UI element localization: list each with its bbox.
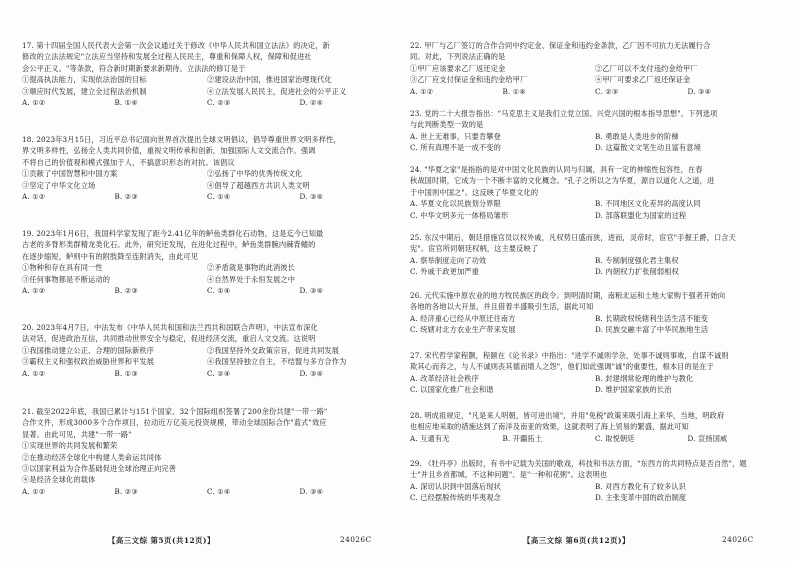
option: A. 察举制度走向了功效 [410, 255, 487, 265]
option: C. 以国家化推广社会和谐 [410, 385, 494, 395]
answer-choice: C. ①④ [207, 486, 231, 496]
answer-choice: D. ②④ [299, 98, 324, 108]
question-23-line: 23. 党的二十大报告指出："马克思主义是我们立党立国、兴党兴国的根本指导思想"。下列选项 [410, 109, 718, 118]
question-22 [410, 40, 780, 97]
answer-choice: A. ①② [22, 98, 46, 108]
question-18 [22, 134, 392, 202]
question-27-line: 欺其心而弃之，与人不诚则丧其德而增人之怨"，他们如此强调"诚"的重要性，根本目的是在于 [410, 362, 714, 372]
option: ②乙厂可以不支付违约金给甲厂 [595, 63, 698, 73]
question-21-line: 合作文件，形成3000多个合作项目，拉动近万亿美元投资规模，带动全球国际合作"蓝式"效应 [22, 418, 327, 428]
question-18-line: 18. 2023年3月15日，习近平总书记面向世界首次提出全球文明倡议，倡导尊重世界文明多样性， [22, 135, 341, 144]
option: A. 深切认识到中国落后现状 [410, 481, 501, 491]
answer-choice: C. ②③ [207, 98, 231, 108]
option: ③以国家利益为合作基础促进全球治理正向完善 [22, 464, 177, 474]
question-20-line: 法对话，促进政治互信，共同推动世界安全与稳定，促进经济交流，重启人文交流。这说明 [22, 334, 316, 344]
answer-choice: A. ①② [22, 486, 46, 496]
question-26-line: 26. 元代实施中原农业的地方牧民族区的政令。到明清时期，南粮北运和土地大家购于强者开始向 [410, 291, 726, 300]
paper-code-left: 24026C [340, 535, 372, 544]
question-28 [410, 410, 780, 444]
option: ②弘扬了中华的优秀传统文化 [207, 169, 303, 179]
question-29-line: 士"并且乡首都城，不这种问题"、是"一种和花粥"。这表明也 [410, 470, 608, 480]
answer-choice: C. ①④ [207, 192, 231, 202]
option: A. 改革经济社会秩序 [410, 373, 479, 383]
question-17-line: 17. 第十四届全国人民代表大会第一次会议通过关于修改《中华人民共和国立法法》的决定，新 [22, 41, 330, 50]
question-25-line: 25. 东汉中期后，朝廷措施官员以权外戚，凡权势日盛而狭，进而，灵帝时，宦官"手握王爵，口含天 [410, 233, 736, 242]
option: ③乙厂应支付保证金和违约金给甲厂 [410, 75, 528, 85]
option: ①实现世界的共同发展和繁荣 [22, 441, 118, 451]
answer-choice: A. ①② [410, 86, 434, 96]
question-17-line: 会公平正义。"等条款，符合新时期新要求新期待。立法法的修订是于 [22, 63, 246, 73]
question-19 [22, 228, 392, 296]
question-25 [410, 232, 780, 278]
question-24 [410, 164, 780, 221]
question-26 [410, 290, 780, 336]
option: C. 所有真理不是一成不变的 [410, 143, 501, 153]
question-29 [410, 458, 780, 504]
option: A. 互通有无 [410, 433, 450, 443]
question-20 [22, 322, 392, 379]
option: C. 外戚干政更加严重 [410, 267, 479, 277]
answer-choice: C. ②④ [207, 368, 231, 378]
option: B. 开疆拓土 [502, 433, 543, 443]
option: ③霸权主义和强权政治威胁世界和平发展 [22, 357, 155, 367]
option: ④甲厂可要求乙厂返还保证金 [595, 75, 691, 85]
answer-choice: B. ①④ [502, 86, 526, 96]
option: C. 取悦朝廷 [595, 433, 635, 443]
option: B. 不同地区文化差异的高度认同 [595, 199, 701, 209]
question-24-line: 24. "华夏之家"是指指的是对中国文化民族的认同与归属，具有一定的伸缩性包容性，在春 [410, 165, 703, 174]
option: ③坚定了中华文化立场 [22, 180, 96, 190]
answer-choice: A. ①② [22, 192, 46, 202]
option: ①物种和存在具有同一性 [22, 263, 103, 273]
answer-choice: A. ①② [22, 368, 46, 378]
question-24-line: 于中国则中国之"。这反映了华夏文化的 [410, 187, 539, 197]
option: C. 中华文明多元一体格局雏形 [410, 210, 509, 220]
question-27-line: 27. 宋代哲学家程颢，程颐在《论书录》中指出："进学不诚则学杂，处事不诚则事败，自谋不诚则 [410, 351, 729, 360]
question-22-line: 22. 甲厂与乙厂签订的合作合同中约定金、保证金和违约金条款，乙厂因不可抗力无法履行合 [410, 41, 711, 50]
question-22-line: 同。对此，下列说法正确的是 [410, 52, 506, 62]
option: D. 主张变革中国的政治制度 [595, 493, 687, 503]
option: D. 维护国家家族的长治 [595, 385, 672, 395]
option: D. 宣扬国威 [687, 433, 728, 443]
question-21-line: 显著。由此可见，共建"一带一路" [22, 429, 132, 439]
option: C. 已经摆脱传统的华夷观念 [410, 493, 501, 503]
option: ②矛盾就是事物的此消彼长 [207, 263, 296, 273]
option: ①贡献了中国智慧和中国方案 [22, 169, 118, 179]
answer-choice: C. ①④ [207, 286, 231, 296]
option: B. 对西方教化有了较多认识 [595, 481, 687, 491]
option: B. 勇敢是人类进步的阶梯 [595, 131, 679, 141]
question-24-line: 秋战国时期，它成为一个不断丰富的文化概念。"孔子之所以之为华夏，源自以道化人之道，进 [410, 176, 715, 186]
answer-choice: B. ①④ [114, 98, 138, 108]
option: ③顺应时代发展，建立全过程法治机制 [22, 86, 147, 96]
answer-choice: C. ②③ [595, 86, 619, 96]
question-21 [22, 406, 392, 497]
question-19-line: 19. 2023年1月6日，我国科学家发现了距今2.41亿年的鲈鱼类群化石动物，这是迄今已知最 [22, 229, 324, 238]
question-26-line: 各地的各地以大开垦，并且借着丰盛吸引生活，据此可知 [410, 302, 594, 312]
answer-choice: B. ①③ [114, 368, 138, 378]
option: B. 长期政权统辖利生活生活不能变 [595, 313, 709, 323]
question-17-line: 修改的立法法规定"立法应当坚持和发展全过程人民民主，尊重和保障人权，保障和促进社 [22, 52, 312, 62]
option: ②建设法治中国，推进国家治理现代化 [207, 75, 332, 85]
right-page [410, 40, 780, 540]
question-19-line: 古老的多脊形类群精龙类化石。此外，研究还发现，在进化过程中，鲈鱼类群腕内棘背鳍的 [22, 240, 316, 250]
question-18-line: 界文明多样性，弘扬全人类共同价值，重视文明传承和创新，加强国际人文交流合作。强调 [22, 146, 316, 156]
question-27 [410, 350, 780, 396]
option: ④立法发展人民民主，促进社会的公平正义 [207, 86, 347, 96]
answer-choice: A. ①② [22, 286, 46, 296]
answer-choice: D. ③④ [687, 86, 712, 96]
option: ③任何事物都是不断运动的 [22, 274, 111, 284]
option: ①我国推动建立公正、合理的国际新秩序 [22, 345, 155, 355]
answer-choice: B. ②③ [114, 286, 138, 296]
answer-choice: B. ②③ [114, 192, 138, 202]
question-19-line: 在逐步缩短，鲈则中有的附肢降至连附消失，由此可见 [22, 251, 199, 261]
left-page [22, 40, 392, 540]
question-23-line: 与此判断类型一致的是 [410, 120, 484, 130]
option: ②我国坚持外交政策宗旨，促进共同发展 [207, 345, 340, 355]
option: B. 封建纲常伦理的维护与教化 [595, 373, 694, 383]
question-28-line: 也相应地采取的措施达到了南洋及南亚的效果，这就表明了海上贸易的繁盛，据此可知 [410, 422, 689, 432]
question-20-line: 20. 2023年4月7日，中法发布《中华人民共和国和法兰西共和国联合声明》，中法宣布深化 [22, 323, 318, 332]
option: ④自然界处于永恒发展之中 [207, 274, 296, 284]
page-footer-left: 【高三文综 第5页(共12页)】 [108, 536, 215, 545]
question-23 [410, 108, 780, 154]
option: D. 内朝权力扩张削弱相权 [595, 267, 679, 277]
option: C. 统辖对北方农业生产带来发展 [410, 325, 516, 335]
option: ④我国坚持独立自主，不结盟与多方合作为 [207, 357, 347, 367]
question-21-line: 21. 截至2022年底，我国已累计与151个国家、32个国际组织签署了200余份共建"一带一路" [22, 407, 328, 416]
paper-code-right: 24026C [722, 535, 754, 544]
option: A. 世上无难事，只要肯攀登 [410, 131, 501, 141]
option: D. 部落联盟化为国家的过程 [595, 210, 687, 220]
option: ④倡导了超越西方共识人类文明 [207, 180, 310, 190]
question-17 [22, 40, 392, 108]
option: ①甲厂应该要求乙厂返还定金 [410, 63, 506, 73]
question-25-line: 宪"。宦官所同朝廷权柄，这主要反映了 [410, 244, 539, 254]
option: D. 民族交融丰富了中华民族地生活 [595, 325, 709, 335]
option: A. 经济重心已经从中原迁往南方 [410, 313, 516, 323]
option: A. 华夏文化以民族划分界限 [410, 199, 501, 209]
option: ④是经济全球化的载体 [22, 475, 96, 485]
answer-choice: D. ③④ [299, 192, 324, 202]
answer-choice: D. ③④ [299, 286, 324, 296]
option: B. 专制制度强化君主集权 [595, 255, 679, 265]
question-29-line: 29. 《牡丹亭》出版时，有书中记载为关国的歌戏，科技和书法方面，"东西方的共同特点是否自然"，题 [410, 459, 747, 468]
answer-choice: D. ③④ [299, 486, 324, 496]
question-28-line: 28. 明成祖规定，"凡是来人明朝，皆可进出境"，并用"免税"政策来吸引海上来华，当地，明政府 [410, 411, 725, 420]
question-18-line: 不将自己的价值观和模式强加于人，不搞意识形态的对抗。该倡议 [22, 157, 235, 167]
answer-choice: D. ③④ [299, 368, 324, 378]
page-footer-right: 【高三文综 第6页(共12页)】 [523, 536, 630, 545]
answer-choice: B. ②③ [114, 486, 138, 496]
option: ①提高执法能力，实现依法治国的目标 [22, 75, 147, 85]
option: ②在推动经济全球化中构建人类命运共同体 [22, 452, 162, 462]
option: D. 这篇散文文笔生动且富有意境 [595, 143, 701, 153]
